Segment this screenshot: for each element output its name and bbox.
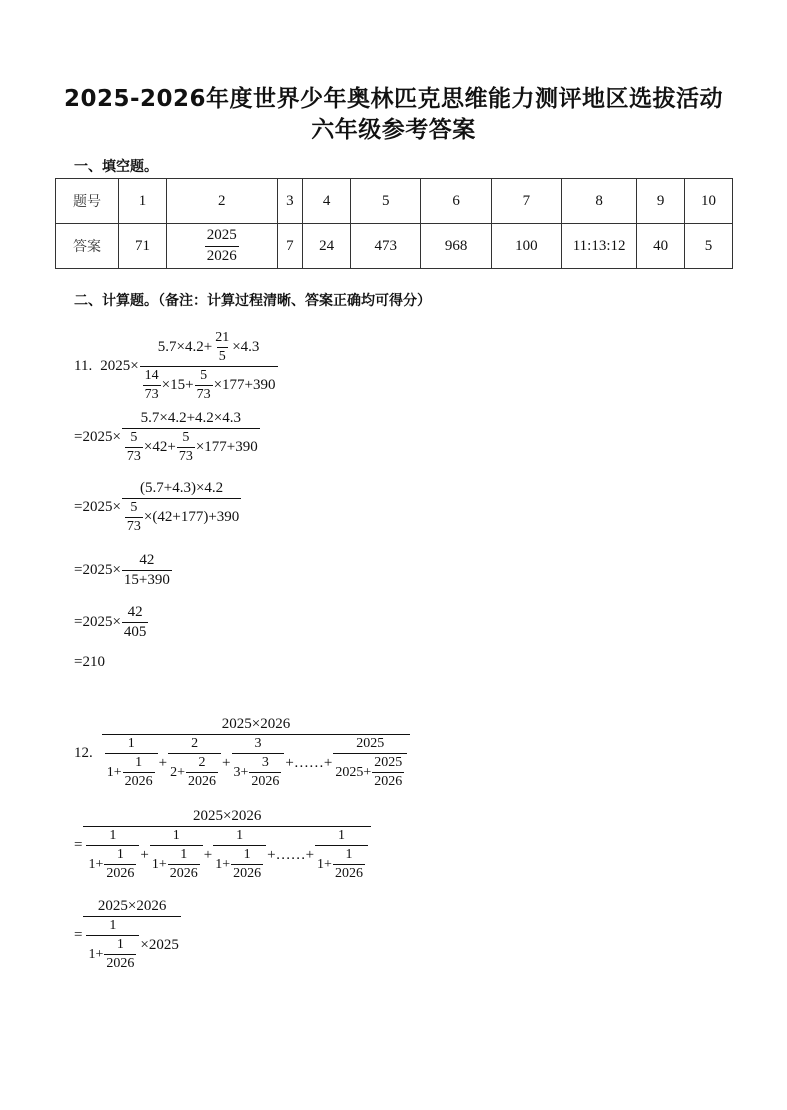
term-text: ×177+390 <box>213 377 276 394</box>
term-text: ×2025 <box>140 936 179 953</box>
number-cell: 9 <box>637 179 685 224</box>
fraction-numerator: 2025 <box>206 227 237 244</box>
fraction <box>333 847 365 882</box>
number-cell: 2 <box>166 179 277 224</box>
answer-cell: 968 <box>421 224 491 269</box>
fraction <box>372 755 404 790</box>
term-text: 1+ <box>106 764 122 780</box>
ellipsis-plus: +……+ <box>285 754 333 771</box>
q11-step-3 <box>74 552 173 590</box>
answer-label-cell: 答案 <box>56 224 119 269</box>
answer-cell: 11:13:12 <box>562 224 637 269</box>
fraction-numerator: 1 <box>135 755 143 771</box>
answer-cell: 100 <box>491 224 561 269</box>
number-cell: 1 <box>119 179 167 224</box>
main-fraction <box>122 552 172 590</box>
fraction <box>177 430 195 465</box>
fraction-numerator: 5.7×4.2+4.2×4.3 <box>140 410 242 426</box>
main-fraction <box>102 716 410 791</box>
fraction-numerator: 1 <box>236 828 244 844</box>
fraction-numerator: 2 <box>198 755 206 771</box>
equals-sign: = <box>74 836 83 853</box>
fraction-denominator <box>102 734 410 790</box>
fraction-denominator: 2026 <box>251 774 280 790</box>
fraction-numerator: 5 <box>130 500 138 516</box>
term-fraction <box>315 828 368 882</box>
fraction <box>143 368 161 403</box>
fraction-numerator: 1 <box>338 828 345 844</box>
term-fraction <box>86 828 139 882</box>
fraction-numerator: 5 <box>130 430 138 446</box>
fraction <box>123 755 155 790</box>
term-text: 2025+ <box>335 764 372 780</box>
fraction-denominator: 2026 <box>334 866 363 882</box>
fraction <box>186 755 218 790</box>
number-cell: 8 <box>562 179 637 224</box>
fraction-denominator <box>105 753 158 790</box>
fraction-denominator: 73 <box>126 449 141 465</box>
term-fraction <box>232 736 285 790</box>
fraction-denominator: 2026 <box>206 247 237 264</box>
term-fraction <box>213 828 266 882</box>
number-cell: 4 <box>303 179 351 224</box>
q11-result: =210 <box>74 654 105 670</box>
fraction-denominator: 5 <box>218 349 226 365</box>
fraction-denominator: 15+390 <box>123 572 170 589</box>
term-text: 1+ <box>151 856 167 872</box>
fraction-numerator: 1 <box>345 847 353 863</box>
fraction-denominator: 2026 <box>188 774 217 790</box>
fraction-numerator: 42 <box>139 552 155 568</box>
fraction-numerator: 5 <box>182 430 190 446</box>
equals-prefix: =2025× <box>74 614 121 631</box>
main-fraction <box>83 898 180 973</box>
fraction-denominator <box>333 753 407 790</box>
term-fraction <box>168 736 221 790</box>
main-fraction <box>83 808 370 883</box>
equals-prefix: =2025× <box>74 429 121 446</box>
fraction <box>195 368 213 403</box>
fraction-numerator: 5 <box>200 368 208 384</box>
plus-sign: + <box>222 754 231 771</box>
fraction-numerator: 2 <box>191 736 199 752</box>
fraction <box>125 430 143 465</box>
main-fraction <box>122 604 149 642</box>
q11-expression <box>74 330 279 403</box>
term-fraction <box>86 918 139 972</box>
term-text: 1+ <box>88 856 104 872</box>
term-text: ×15+ <box>161 377 194 394</box>
page-title: 2025-2026年度世界少年奥林匹克思维能力测评地区选拔活动 <box>63 86 724 112</box>
term-text: ×42+ <box>143 439 176 456</box>
fraction-numerator: 1 <box>109 918 117 934</box>
fraction-numerator: 2025 <box>374 755 403 771</box>
fraction-denominator <box>168 753 221 790</box>
term-fraction <box>105 736 158 790</box>
equals-sign: = <box>74 926 83 943</box>
fraction <box>213 330 231 365</box>
fraction <box>104 847 136 882</box>
answer-cell: 71 <box>119 224 167 269</box>
question-number: 12. <box>74 744 93 761</box>
page-subtitle: 六年级参考答案 <box>311 117 476 143</box>
fraction-numerator: 2025×2026 <box>192 808 262 824</box>
fraction-denominator <box>83 916 180 972</box>
answer-cell: 7 <box>277 224 302 269</box>
answer-cell: 473 <box>351 224 421 269</box>
q12-step-2 <box>74 898 182 973</box>
answer-cell: 5 <box>685 224 733 269</box>
term-text: 1+ <box>317 856 332 872</box>
table-row-answers <box>56 224 733 269</box>
fraction-numerator: 2025×2026 <box>221 716 291 732</box>
term-text: ×(42+177)+390 <box>143 509 240 526</box>
plus-sign: + <box>203 846 213 863</box>
answer-cell-fraction <box>166 224 277 269</box>
fraction-numerator <box>156 330 262 366</box>
fraction-denominator <box>150 845 203 882</box>
term-text: 1+ <box>215 856 231 872</box>
fraction-numerator: 3 <box>261 755 269 771</box>
answer-cell: 24 <box>303 224 351 269</box>
fraction-denominator <box>86 935 139 972</box>
fraction-denominator: 73 <box>178 449 193 465</box>
main-fraction <box>140 330 278 403</box>
q11-step-2 <box>74 480 242 535</box>
fraction <box>205 227 239 265</box>
fraction <box>231 847 263 882</box>
fraction-numerator: 1 <box>243 847 251 863</box>
number-cell: 3 <box>277 179 302 224</box>
term-fraction <box>333 736 407 790</box>
fraction <box>104 937 136 972</box>
term-text: ×4.3 <box>232 338 260 355</box>
fraction <box>125 500 143 535</box>
number-cell: 5 <box>351 179 421 224</box>
term-text: 2+ <box>170 764 186 780</box>
question-number: 11. <box>74 358 93 375</box>
fraction-denominator: 2026 <box>124 774 153 790</box>
number-cell: 6 <box>421 179 491 224</box>
fraction-numerator: 2025 <box>356 736 385 752</box>
fraction-numerator: 1 <box>180 847 188 863</box>
fraction <box>168 847 200 882</box>
fraction-numerator: 1 <box>172 828 180 844</box>
fraction-denominator: 405 <box>123 624 147 641</box>
answer-cell: 40 <box>637 224 685 269</box>
fraction-numerator: 14 <box>144 368 159 384</box>
header-label-cell: 题号 <box>56 179 119 224</box>
fraction-denominator: 2026 <box>374 774 403 790</box>
factor-text: 2025× <box>100 358 139 375</box>
fraction-denominator <box>232 753 285 790</box>
term-text: 3+ <box>233 764 249 780</box>
fraction-denominator: 2026 <box>233 866 262 882</box>
term-text: 1+ <box>88 946 104 962</box>
number-cell: 10 <box>685 179 733 224</box>
term-text: ×177+390 <box>195 439 258 456</box>
fraction-denominator: 73 <box>144 387 159 403</box>
q12-step-1 <box>74 808 372 883</box>
q12-expression <box>74 716 411 791</box>
fraction-denominator: 2026 <box>106 866 135 882</box>
fraction-denominator <box>213 845 266 882</box>
fraction-denominator <box>86 845 139 882</box>
main-fraction <box>122 410 260 465</box>
fraction-denominator <box>315 845 368 882</box>
fraction-denominator <box>140 366 278 403</box>
fraction-numerator: 3 <box>254 736 262 752</box>
fraction-numerator: 1 <box>127 736 135 752</box>
q11-step-4 <box>74 604 149 642</box>
fraction-numerator: 1 <box>109 828 117 844</box>
fraction-denominator <box>83 826 370 882</box>
fraction-numerator: 2025×2026 <box>97 898 167 914</box>
fraction-denominator: 2026 <box>169 866 198 882</box>
main-fraction <box>122 480 241 535</box>
fraction-numerator: (5.7+4.3)×4.2 <box>140 480 224 496</box>
fraction-denominator <box>122 498 241 535</box>
term-fraction <box>150 828 203 882</box>
equals-prefix: =2025× <box>74 499 121 516</box>
section-calculation-heading: 二、计算题。（备注：计算过程清晰、答案正确均可得分） <box>74 293 431 309</box>
fraction-denominator: 73 <box>126 519 141 535</box>
table-row-numbers <box>56 179 733 224</box>
fraction-numerator: 42 <box>127 604 143 620</box>
fraction-numerator: 1 <box>116 937 124 953</box>
plus-sign: + <box>158 754 168 771</box>
answer-table <box>55 178 733 269</box>
fraction-numerator: 21 <box>215 330 230 345</box>
section-fill-in-heading: 一、填空题。 <box>74 159 158 175</box>
number-cell: 7 <box>491 179 561 224</box>
plus-sign: + <box>140 846 149 863</box>
fraction-denominator <box>122 428 260 465</box>
ellipsis-plus: +……+ <box>267 846 315 863</box>
fraction <box>249 755 281 790</box>
fraction-denominator: 73 <box>196 387 211 403</box>
fraction-denominator: 2026 <box>106 956 135 972</box>
fraction-numerator: 1 <box>116 847 124 863</box>
equals-prefix: =2025× <box>74 562 121 579</box>
q11-step-1 <box>74 410 261 465</box>
term-text: 5.7×4.2+ <box>157 338 213 355</box>
